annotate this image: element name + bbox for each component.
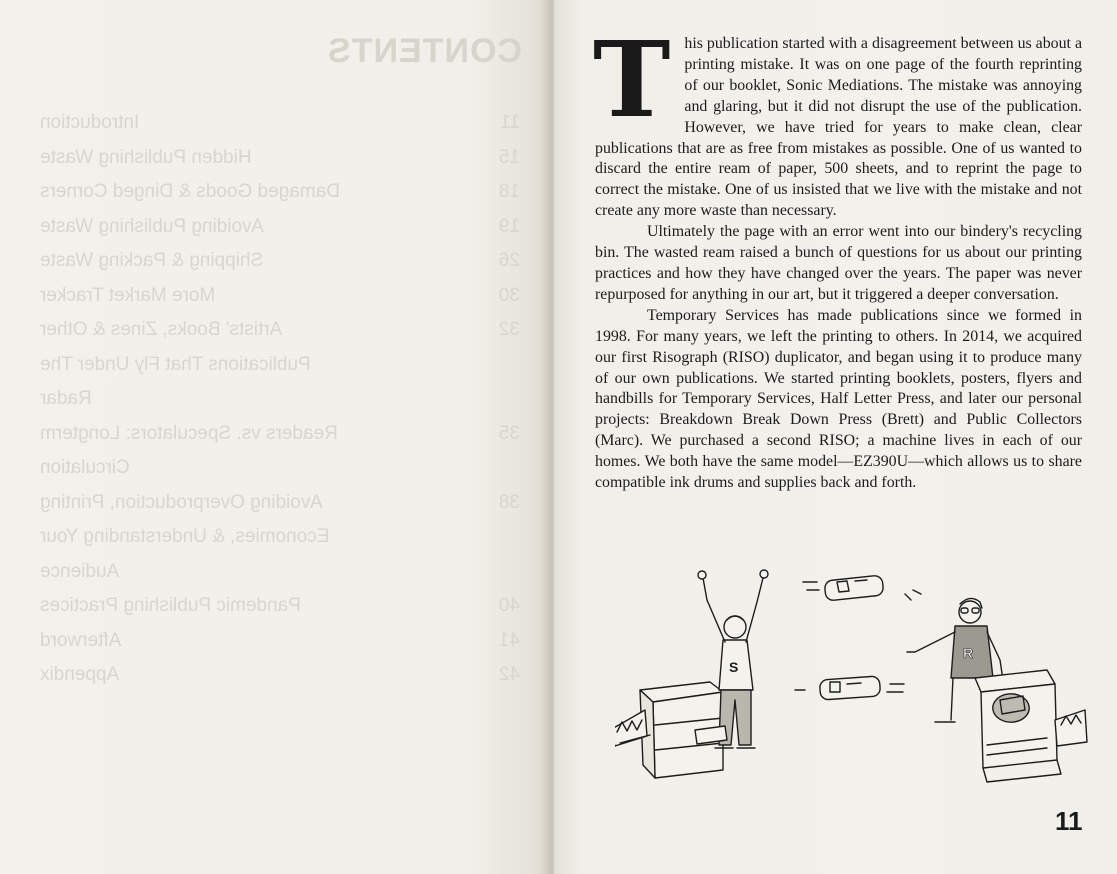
ghost-entry-page: 38	[498, 491, 520, 513]
ghost-entry-page: 42	[498, 664, 520, 685]
shirt-letter-right: R	[963, 645, 974, 661]
ghost-contents-row	[40, 423, 520, 453]
ghost-entry-title: Pandemic Publishing Practices	[40, 595, 301, 616]
ghost-contents-row	[40, 526, 520, 556]
ghost-entry-title: Readers vs. Speculators: Longterm	[40, 422, 338, 444]
ghost-contents-row	[40, 250, 520, 280]
ghost-contents-row	[40, 285, 520, 315]
ghost-entry-title: Audience	[40, 560, 120, 582]
right-page	[555, 0, 1117, 874]
ghost-entry-page: 19	[498, 215, 520, 237]
ghost-entry-title: Shipping & Packing Waste	[40, 250, 264, 271]
flying-ink-drum-bottom	[795, 676, 904, 700]
ghost-entry-title: Avoiding Publishing Waste	[40, 215, 264, 237]
ghost-entry-page: 40	[498, 595, 520, 616]
ghost-entry-title: Artists' Books, Zines & Other	[40, 319, 283, 340]
ghost-entry-page: 32	[498, 319, 520, 340]
ghost-contents-row	[40, 319, 520, 349]
ghost-contents-row	[40, 664, 520, 694]
paragraph-2: Ultimately the page with an error went into our bindery's recycling bin. The wasted ream raised a bunch of questions for us about our printing practices and how they have changed over the years. The paper was never repurposed for anything in our art, but it triggered a deeper conversation.	[595, 223, 1082, 303]
paragraph-1-text: his publication started with a disagreement between us about a printing mistake. It was on one page of the fourth reprinting of our booklet, Sonic Mediations. The mistake was annoying and glaring, but it did not disrupt the use of the publication. However, we have tried for years to make clean, clear publications that are as free from mistakes as possible. One of us wanted to discard the entire ream of paper, 500 sheets, and to reprint the page to correct the mistake. One of us insisted that we live with the mistake and not create any more waste than necessary.	[595, 35, 1082, 220]
ghost-entry-title: Hidden Publishing Waste	[40, 146, 252, 168]
ghost-entry-title: Circulation	[40, 457, 130, 478]
ghost-contents-row	[40, 457, 520, 487]
ghost-entry-page: 11	[500, 112, 520, 133]
ghost-entry-title: Afterword	[40, 629, 122, 651]
ghost-entry-title: More Market Tracker	[40, 284, 216, 306]
ghost-entry-page: 41	[498, 629, 520, 651]
ghost-contents-row	[40, 216, 520, 246]
riso-illustration	[615, 560, 1095, 790]
ghost-entry-title: Introduction	[40, 112, 140, 133]
right-riso-machine	[975, 670, 1087, 782]
ghost-contents-row	[40, 595, 520, 625]
left-page	[0, 0, 553, 874]
paragraph-1	[593, 18, 1082, 222]
ghost-contents-list	[0, 0, 553, 874]
ghost-contents-row	[40, 561, 520, 591]
ghost-contents-row	[40, 354, 520, 384]
ghost-contents-row	[40, 388, 520, 418]
page-number: 11	[1055, 806, 1083, 836]
body-text	[593, 18, 1082, 494]
ghost-entry-page: 30	[498, 284, 520, 306]
ghost-contents-row	[40, 147, 520, 177]
ghost-entry-title: Radar	[40, 388, 92, 409]
drop-cap: T	[593, 18, 671, 141]
ghost-entry-title: Economies, & Understanding Your	[40, 526, 330, 547]
flying-ink-drum-top	[803, 575, 921, 601]
ghost-entry-page: 18	[498, 181, 520, 202]
ghost-entry-page: 35	[498, 422, 520, 444]
ghost-contents-row	[40, 492, 520, 522]
ghost-contents-title: CONTENTS	[327, 32, 522, 70]
ghost-entry-title: Damaged Goods & Dinged Corners	[40, 181, 340, 202]
ghost-entry-title: Avoiding Overproduction, Printing	[40, 491, 323, 513]
ghost-contents-row	[40, 630, 520, 660]
ghost-entry-page: 15	[498, 146, 520, 168]
ghost-entry-title: Publications That Fly Under The	[40, 353, 311, 375]
ghost-contents-row	[40, 112, 520, 142]
paragraph-3: Temporary Services has made publications since we formed in 1998. For many years, we left the printing to others. In 2014, we acquired our first Risograph (RISO) duplicator, and began using it to produce many of our own publications. We started printing booklets, posters, flyers and handbills for Temporary Services, Half Letter Press, and later our personal projects: Breakdown Break Down Press (Brett) and Public Collectors (Marc). We purchased a second RISO; a machine lives in each of our homes. We both have the same model—EZ390U—which allows us to share compatible ink drums and supplies back and forth.	[595, 306, 1082, 492]
ghost-contents-row	[40, 181, 520, 211]
ghost-entry-title: Appendix	[40, 664, 120, 685]
shirt-letter-left: S	[729, 659, 739, 675]
ghost-entry-page: 26	[498, 250, 520, 271]
